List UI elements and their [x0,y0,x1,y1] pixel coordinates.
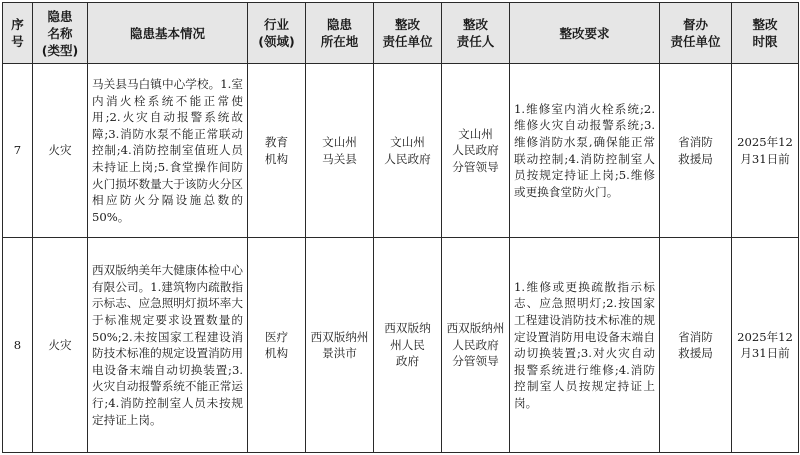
header-seq: 序号 [3,3,33,64]
header-hazard-name: 隐患 名称 (类型) [33,3,88,64]
header-situation: 隐患基本情况 [88,3,248,64]
header-location: 隐患 所在地 [306,3,374,64]
cell-supervisor: 省消防 救援局 [660,64,732,238]
cell-industry: 教育 机构 [248,64,306,238]
cell-situation: 西双版纳美年大健康体检中心有限公司。1.建筑物内疏散指示标志、应急照明灯损坏率大于标准规定要求设置数量的50%;2.未按国家工程建设消防技术标准的规定设置消防用电设备末端自动切换装置;3.火灾自动报警系统不能正常运行;4.消防控制室人员未按规定持证上岗。 [88,238,248,453]
table-row [3,64,799,238]
cell-seq: 7 [3,64,33,238]
cell-requirement: 1.维修或更换疏散指示标志、应急照明灯;2.按国家工程建设消防技术标准的规定设置消防用电设备末端自动切换装置;3.对火灾自动报警系统进行维修;4.消防控制室人员按规定持证上岗。 [510,238,660,453]
table-row [3,238,799,453]
cell-responsible-person: 文山州 人民政府 分管领导 [442,64,510,238]
header-industry: 行业 (领域) [248,3,306,64]
hazard-table [2,2,799,453]
cell-deadline: 2025年12 月31日前 [732,238,799,453]
cell-deadline: 2025年12 月31日前 [732,64,799,238]
cell-seq: 8 [3,238,33,453]
header-row [3,3,799,64]
header-deadline: 整改 时限 [732,3,799,64]
cell-responsible-unit: 西双版纳 州人民 政府 [374,238,442,453]
cell-location: 文山州 马关县 [306,64,374,238]
cell-location: 西双版纳州 景洪市 [306,238,374,453]
header-requirement: 整改要求 [510,3,660,64]
header-supervisor: 督办 责任单位 [660,3,732,64]
header-responsible-person: 整改 责任人 [442,3,510,64]
cell-situation: 马关县马白镇中心学校。1.室内消火栓系统不能正常使用;2.火灾自动报警系统故障;3.消防水泵不能正常联动控制;4.消防控制室值班人员未持证上岗;5.食堂操作间防火门损坏数量大于该防火分区相应防火分隔设施总数的50%。 [88,64,248,238]
cell-requirement: 1.维修室内消火栓系统;2.维修火灾自动报警系统;3.维修消防水泵,确保能正常联动控制;4.消防控制室人员按规定持证上岗;5.维修或更换食堂防火门。 [510,64,660,238]
cell-hazard-type: 火灾 [33,64,88,238]
header-responsible-unit: 整改 责任单位 [374,3,442,64]
cell-responsible-person: 西双版纳州 人民政府 分管领导 [442,238,510,453]
cell-responsible-unit: 文山州 人民政府 [374,64,442,238]
cell-hazard-type: 火灾 [33,238,88,453]
cell-industry: 医疗 机构 [248,238,306,453]
cell-supervisor: 省消防 救援局 [660,238,732,453]
